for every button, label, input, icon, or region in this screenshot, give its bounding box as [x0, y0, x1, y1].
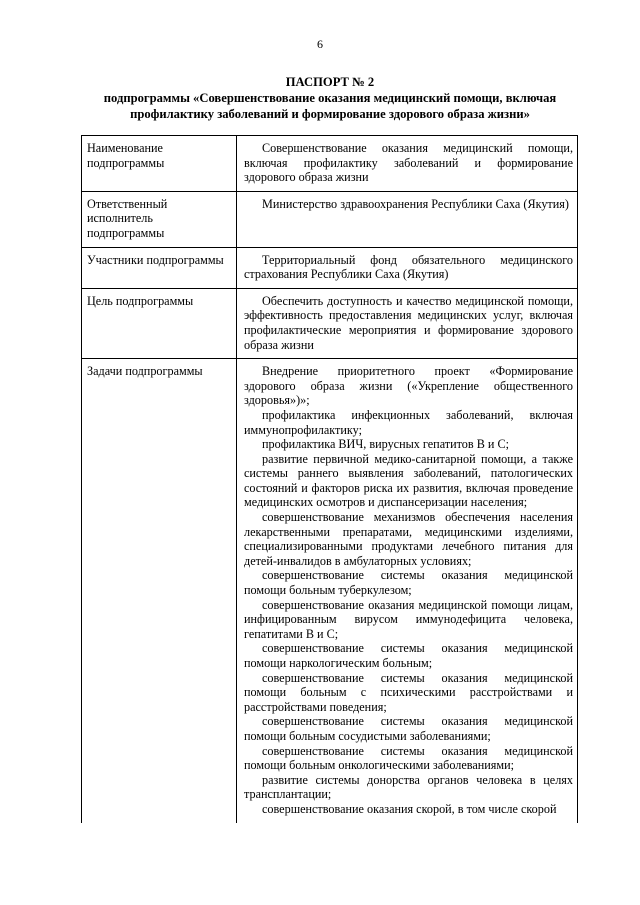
document-title — [70, 74, 590, 122]
paragraph: совершенствование системы оказания медицинской помощи больным туберкулезом; — [244, 568, 573, 598]
paragraph: совершенствование оказания скорой, в том числе скорой — [262, 801, 557, 816]
paragraph: профилактика ВИЧ, вирусных гепатитов В и С; — [262, 437, 509, 452]
paragraph: Министерство здравоохранения Республики Саха (Якутия) — [262, 196, 569, 211]
paragraph: совершенствование системы оказания медицинской помощи наркологическим больным; — [244, 641, 573, 670]
paragraph: совершенствование оказания медицинской помощи лицам, инфицированным вирусом иммунодефицита человека, гепатитами В и С; — [244, 597, 573, 641]
paragraph: развитие первичной медико-санитарной помощи, а также системы раннего выявления заболеваний, патологических состояний и факторов риска их развития, включая проведение медицинских осмотров и диспансеризации населения; — [244, 451, 573, 510]
paragraph: профилактика инфекционных заболеваний, включая иммунопрофилактику; — [244, 407, 573, 437]
row-label: Цель подпрограммы — [82, 288, 237, 358]
title-line-2: подпрограммы «Совершенствование оказания медицинский помощи, включая — [103, 91, 557, 105]
row-label: Ответственный исполнитель подпрограммы — [82, 191, 237, 247]
title-line-3: профилактику заболеваний и формирование здорового образа жизни» — [130, 107, 530, 121]
paragraph: Обеспечить доступность и качество медицинской помощи, эффективность предоставления медицинских услуг, включая профилактические мероприятия и формирование здорового образа жизни — [244, 293, 573, 352]
paragraph: совершенствование системы оказания медицинской помощи больным сосудистыми заболеваниями; — [244, 714, 573, 743]
paragraph: Внедрение приоритетного проект «Формирование здорового образа жизни («Укрепление общественного здоровья»)»; — [244, 364, 573, 408]
row-value — [237, 136, 578, 192]
title-line-1: ПАСПОРТ № 2 — [285, 75, 375, 89]
table-row — [82, 191, 578, 247]
row-value — [237, 247, 578, 288]
row-value — [237, 191, 578, 247]
table-row — [82, 288, 578, 358]
row-value — [237, 359, 578, 823]
table-row — [82, 359, 578, 823]
passport-table — [81, 135, 578, 823]
paragraph: совершенствование системы оказания медицинской помощи больным с психическими расстройствами и расстройствами поведения; — [244, 670, 573, 714]
row-label: Участники подпрограммы — [82, 247, 237, 288]
table-row — [82, 136, 578, 192]
paragraph: Совершенствование оказания медицинский помощи, включая профилактику заболеваний и формирование здорового образа жизни — [244, 141, 573, 185]
page-number: 6 — [317, 37, 323, 51]
table-row — [82, 247, 578, 288]
paragraph: развитие системы донорства органов человека в целях трансплантации; — [244, 772, 573, 802]
row-label: Наименование подпрограммы — [82, 136, 237, 192]
paragraph: совершенствование системы оказания медицинской помощи больным онкологическими заболеваниями; — [244, 743, 573, 773]
paragraph: совершенствование механизмов обеспечения населения лекарственными препаратами, медицинскими изделиями, специализированными продуктами лечебного питания для детей-инвалидов в амбулаторных условиях; — [244, 510, 573, 568]
paragraph: Территориальный фонд обязательного медицинского страхования Республики Саха (Якутия) — [244, 252, 573, 282]
row-label: Задачи подпрограммы — [82, 359, 237, 823]
row-value — [237, 288, 578, 358]
